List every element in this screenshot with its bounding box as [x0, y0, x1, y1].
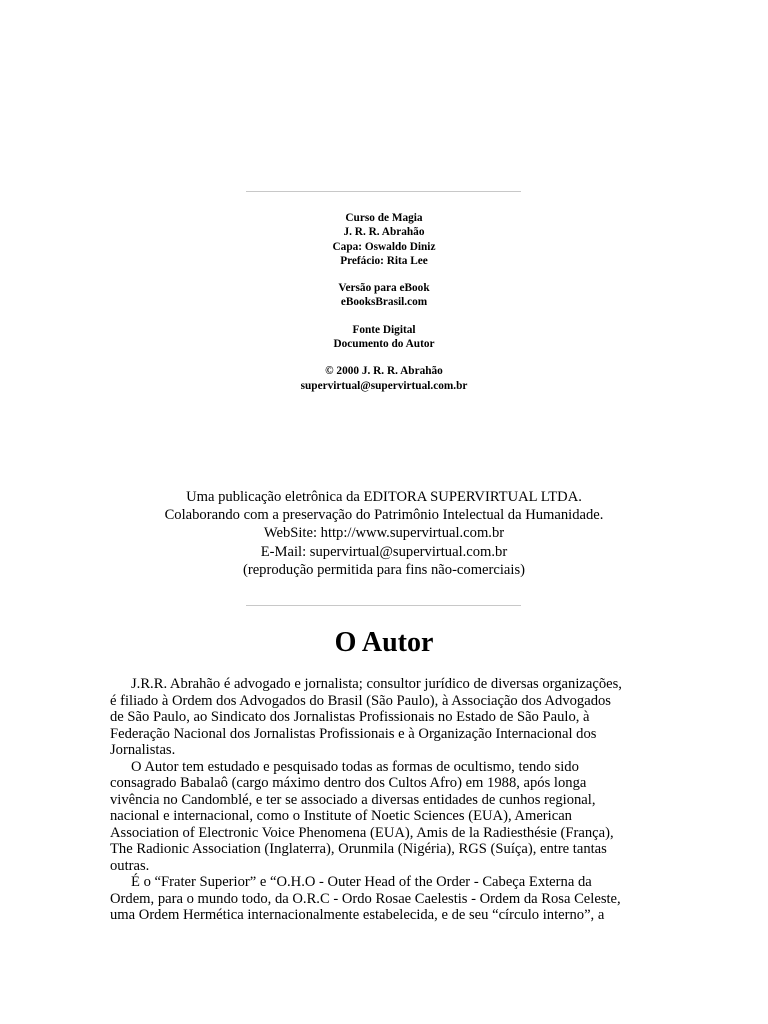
source-group	[0, 323, 768, 352]
publisher-email: E-Mail: supervirtual@supervirtual.com.br	[260, 543, 508, 560]
copyright-notice: © 2000 J. R. R. Abrahão	[325, 365, 443, 378]
copyright-group	[0, 364, 768, 393]
bio-line: consagrado Babalaô (cargo máximo dentro dos Cultos Afro) em 1988, após longa	[110, 775, 587, 791]
bio-line: vivência no Candomblé, e ter se associado a diversas entidades de cunhos regional,	[110, 791, 596, 808]
bio-line: Jornalistas.	[110, 742, 176, 758]
source-document: Documento do Autor	[333, 338, 435, 351]
ebook-group	[0, 281, 768, 310]
bio-paragraph	[110, 874, 658, 924]
publisher-block	[0, 488, 768, 579]
ebook-version: Versão para eBook	[338, 282, 430, 295]
ebook-site: eBooksBrasil.com	[340, 296, 428, 309]
cover-credit: Capa: Oswaldo Diniz	[332, 240, 436, 253]
bio-line: uma Ordem Hermética internacionalmente estabelecida, e de seu “círculo interno”, a	[110, 907, 605, 923]
credits-block	[0, 211, 768, 406]
bio-paragraph	[110, 676, 658, 759]
bio-line: de São Paulo, ao Sindicato dos Jornalistas Profissionais no Estado de São Paulo, à	[110, 709, 590, 725]
publisher-line: Uma publicação eletrônica da EDITORA SUPERVIRTUAL LTDA.	[186, 489, 582, 505]
bio-line: The Radionic Association (Inglaterra), Orunmila (Nigéria), RGS (Suíça), entre tantas	[110, 841, 607, 857]
title-group	[0, 211, 768, 268]
book-title: Curso de Magia	[345, 212, 423, 224]
preface-credit: Prefácio: Rita Lee	[340, 254, 428, 267]
top-divider	[246, 191, 521, 192]
section-divider	[246, 605, 521, 606]
author-bio	[110, 676, 658, 924]
bio-line: outras.	[110, 857, 150, 874]
bio-line: Ordem, para o mundo todo, da O.R.C - Ordo Rosae Caelestis - Ordem da Rosa Celeste,	[110, 890, 621, 907]
bio-line: O Autor tem estudado e pesquisado todas as formas de ocultismo, tendo sido	[131, 758, 579, 775]
reproduction-notice: (reprodução permitida para fins não-comerciais)	[242, 561, 525, 578]
author-heading: O Autor	[334, 627, 434, 658]
publisher-website: WebSite: http://www.supervirtual.com.br	[263, 525, 505, 542]
bio-line: Federação Nacional dos Jornalistas Profissionais e à Organização Internacional dos	[110, 725, 597, 742]
bio-line: É o “Frater Superior” e “O.H.O - Outer Head of the Order - Cabeça Externa da	[131, 874, 592, 890]
bio-line: J.R.R. Abrahão é advogado e jornalista; consultor jurídico de diversas organizações,	[131, 676, 622, 692]
bio-paragraph	[110, 759, 658, 875]
bio-line: é filiado à Ordem dos Advogados do Brasil (São Paulo), à Associação dos Advogados	[110, 692, 611, 709]
source-label: Fonte Digital	[352, 323, 416, 336]
publisher-mission: Colaborando com a preservação do Patrimônio Intelectual da Humanidade.	[164, 507, 604, 524]
bio-line: nacional e internacional, como o Institute of Noetic Sciences (EUA), American	[110, 808, 572, 824]
bio-line: Association of Electronic Voice Phenomena (EUA), Amis de la Radiesthésie (França),	[110, 824, 614, 841]
book-author: J. R. R. Abrahão	[343, 226, 425, 239]
copyright-email: supervirtual@supervirtual.com.br	[300, 379, 468, 392]
